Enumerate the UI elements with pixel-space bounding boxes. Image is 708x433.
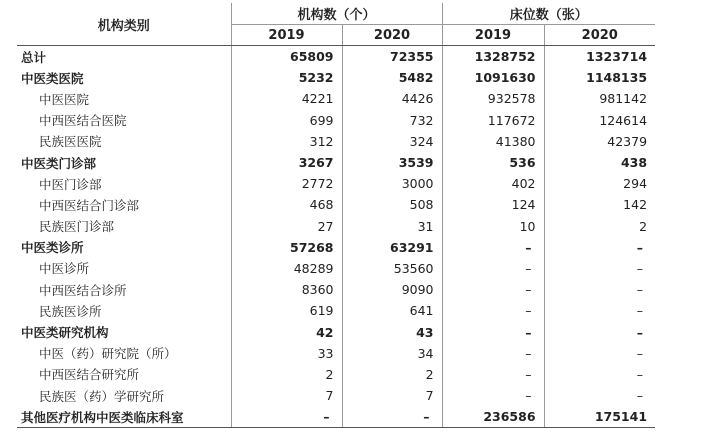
cell-value: 31	[342, 216, 442, 237]
table-row	[17, 194, 655, 215]
cell-value: 27	[231, 216, 342, 237]
cell-value: –	[442, 300, 544, 321]
header-year: 2019	[442, 25, 544, 46]
table-row	[17, 279, 655, 300]
cell-value: 124614	[544, 110, 655, 131]
header-group-institutions: 机构数（个）	[231, 3, 442, 25]
table-row	[17, 300, 655, 321]
cell-value: 1328752	[442, 46, 544, 68]
cell-value: 57268	[231, 237, 342, 258]
cell-value: 3539	[342, 152, 442, 173]
cell-value: 43	[342, 321, 442, 342]
cell-value: 175141	[544, 406, 655, 428]
table-row	[17, 88, 655, 109]
cell-value: –	[544, 279, 655, 300]
header-year: 2020	[342, 25, 442, 46]
row-label: 民族医（药）学研究所	[39, 388, 165, 404]
cell-value: 5232	[231, 67, 342, 88]
cell-value: 1323714	[544, 46, 655, 68]
cell-value: –	[342, 406, 442, 428]
cell-value: 536	[442, 152, 544, 173]
cell-value: 438	[544, 152, 655, 173]
cell-value: 2	[231, 364, 342, 385]
cell-value: –	[442, 385, 544, 406]
cell-value: 2	[544, 216, 655, 237]
cell-value: 1091630	[442, 67, 544, 88]
cell-value: –	[442, 237, 544, 258]
row-label: 中医诊所	[39, 261, 90, 277]
row-label: 总计	[21, 49, 47, 65]
table-row	[17, 321, 655, 342]
row-label: 民族医医院	[39, 134, 102, 150]
cell-value: –	[544, 237, 655, 258]
cell-value: 619	[231, 300, 342, 321]
cell-value: 468	[231, 194, 342, 215]
table-row	[17, 406, 655, 428]
cell-value: 4221	[231, 88, 342, 109]
cell-value: –	[544, 343, 655, 364]
cell-value: –	[544, 385, 655, 406]
cell-value: 4426	[342, 88, 442, 109]
data-table	[17, 3, 655, 428]
cell-value: 63291	[342, 237, 442, 258]
cell-value: 508	[342, 194, 442, 215]
row-label: 中医类医院	[21, 70, 84, 86]
table-row	[17, 173, 655, 194]
header-group-beds: 床位数（张）	[442, 3, 655, 25]
cell-value: –	[544, 258, 655, 279]
table-row	[17, 131, 655, 152]
cell-value: 3267	[231, 152, 342, 173]
cell-value: 41380	[442, 131, 544, 152]
cell-value: 42	[231, 321, 342, 342]
cell-value: 34	[342, 343, 442, 364]
cell-value: 641	[342, 300, 442, 321]
row-label: 中医（药）研究院（所）	[39, 346, 177, 362]
cell-value: –	[231, 406, 342, 428]
cell-value: –	[544, 364, 655, 385]
cell-value: 72355	[342, 46, 442, 68]
row-label: 中西医结合研究所	[39, 367, 140, 383]
cell-value: 48289	[231, 258, 342, 279]
row-label: 中西医结合诊所	[39, 282, 127, 298]
cell-value: 402	[442, 173, 544, 194]
cell-value: –	[442, 321, 544, 342]
cell-value: 10	[442, 216, 544, 237]
cell-value: 3000	[342, 173, 442, 194]
cell-value: 7	[231, 385, 342, 406]
row-label: 中西医结合医院	[39, 113, 127, 129]
cell-value: –	[442, 258, 544, 279]
table-row	[17, 258, 655, 279]
cell-value: 7	[342, 385, 442, 406]
cell-value: 117672	[442, 110, 544, 131]
row-label: 中西医结合门诊部	[39, 197, 140, 213]
cell-value: 42379	[544, 131, 655, 152]
cell-value: 2	[342, 364, 442, 385]
cell-value: 1148135	[544, 67, 655, 88]
cell-value: 236586	[442, 406, 544, 428]
cell-value: –	[442, 364, 544, 385]
table-row	[17, 364, 655, 385]
table-row	[17, 152, 655, 173]
table-body	[17, 46, 655, 428]
cell-value: 33	[231, 343, 342, 364]
row-label: 民族医门诊部	[39, 219, 115, 235]
row-label: 中医类诊所	[21, 240, 84, 256]
cell-value: 65809	[231, 46, 342, 68]
row-label: 中医类门诊部	[21, 155, 97, 171]
table-row	[17, 385, 655, 406]
cell-value: 294	[544, 173, 655, 194]
cell-value: 124	[442, 194, 544, 215]
table-row	[17, 46, 655, 68]
cell-value: 142	[544, 194, 655, 215]
cell-value: 5482	[342, 67, 442, 88]
cell-value: –	[442, 343, 544, 364]
cell-value: 53560	[342, 258, 442, 279]
cell-value: 312	[231, 131, 342, 152]
row-label: 其他医疗机构中医类临床科室	[17, 406, 231, 428]
cell-value: 9090	[342, 279, 442, 300]
cell-value: 324	[342, 131, 442, 152]
cell-value: 8360	[231, 279, 342, 300]
cell-value: –	[442, 279, 544, 300]
header-year: 2020	[544, 25, 655, 46]
row-label: 中医门诊部	[39, 176, 102, 192]
table-row	[17, 67, 655, 88]
cell-value: –	[544, 321, 655, 342]
row-label: 中医医院	[39, 91, 90, 107]
cell-value: 932578	[442, 88, 544, 109]
row-label: 中医类研究机构	[21, 325, 109, 341]
table-row	[17, 237, 655, 258]
table-row	[17, 110, 655, 131]
cell-value: 732	[342, 110, 442, 131]
cell-value: 981142	[544, 88, 655, 109]
cell-value: 2772	[231, 173, 342, 194]
row-label: 民族医诊所	[39, 303, 102, 319]
table-row	[17, 343, 655, 364]
cell-value: –	[544, 300, 655, 321]
header-category: 机构类别	[17, 3, 231, 46]
header-year: 2019	[231, 25, 342, 46]
table-row	[17, 216, 655, 237]
cell-value: 699	[231, 110, 342, 131]
